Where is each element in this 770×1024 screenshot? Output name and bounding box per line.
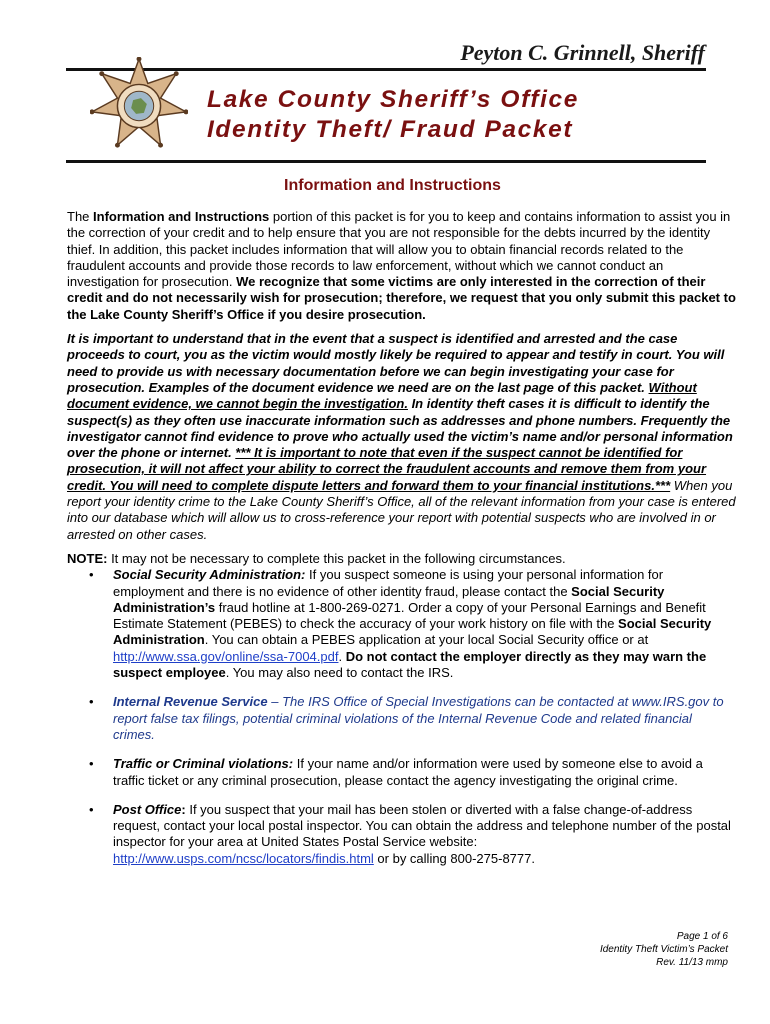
page-number: Page 1 of 6: [676, 931, 728, 942]
important-paragraph: [67, 331, 737, 543]
packet-name: Identity Theft/ Fraud Packet: [207, 116, 574, 143]
note-intro: [67, 551, 737, 567]
text: fraud hotline at 1-800-269-0271. Order a copy of your Personal Earnings and Benefit Estimate Statement (PEBES) to check the accuracy of your work history on file with the: [113, 599, 706, 632]
list-item-ssa: [67, 567, 737, 681]
item-title: Social Security Administration:: [113, 567, 306, 583]
text: It is important to understand that in the event that a suspect is identified and arrested and the case proceeds to court, you as the victim would mostly likely be required to appear and testify in court. You will need to provide us with necessary documentation before we can begin investigating your case for prosecution. Examples of the document evidence we need are on the last page of this packet.: [67, 331, 725, 395]
sheriff-name: Peyton C. Grinnell, Sheriff: [460, 40, 705, 65]
list-item-irs: [67, 694, 737, 743]
text: When you report your identity crime to the Lake County Sheriff’s Office, all of the relevant information from your case is entered into our database which will allow us to cross-reference your report with potential suspects who are involved in or arrested on other cases.: [67, 477, 736, 542]
list-item-post-office: [67, 802, 737, 867]
intro-paragraph: [67, 209, 737, 323]
bullet: •: [89, 801, 94, 817]
header-rule-bottom: [66, 160, 706, 163]
usps-link[interactable]: http://www.usps.com/ncsc/locators/findis.html: [113, 850, 374, 866]
note-text: It may not be necessary to complete this packet in the following circumstances.: [107, 550, 566, 566]
page-footer: [450, 930, 728, 969]
text: .: [338, 648, 346, 664]
sheriff-star-badge-icon: [90, 57, 188, 155]
text: – The IRS Office of Special Investigations can be contacted at www.IRS.gov to report false tax filings, potential criminal violations of the Internal Revenue Code and related financial crimes.: [113, 694, 724, 742]
text: If your name and/or information were used by someone else to avoid a traffic ticket or any criminal prosecution, please contact the agency investigating the original crime.: [113, 756, 703, 788]
bullet: •: [89, 567, 94, 583]
office-name: Lake County Sheriff’s Office: [207, 86, 580, 113]
text-bold: We recognize that some victims are only interested in the correction of their credit and do not necessarily wish for prosecution; therefore, we request that you only submit this packet to the Lake County Sheriff’s Office if you desire prosecution.: [67, 274, 736, 322]
text-bold: :: [181, 801, 186, 817]
text-underlined: Without document evidence, we cannot begin the investigation.: [67, 379, 697, 412]
text: The: [67, 209, 94, 224]
text-bold: Social Security Administration’s: [113, 583, 665, 615]
document-body: [67, 209, 737, 880]
text-bold: Do not contact the employer directly as they may warn the suspect employee: [113, 648, 707, 681]
bullet: •: [89, 756, 94, 772]
bullet: •: [89, 694, 94, 710]
item-title: Internal Revenue Service: [113, 694, 268, 710]
list-item-traffic: [67, 756, 737, 789]
footer-title: Identity Theft Victim’s Packet: [599, 944, 728, 955]
text: If you suspect that your mail has been stolen or diverted with a false change-of-address request, contact your local postal inspector. You can obtain the address and telephone number of the postal inspector for your area at United States Postal Service website:: [113, 801, 731, 850]
text: . You may also need to contact the IRS.: [225, 665, 454, 681]
text-underlined: *** It is important to note that even if the suspect cannot be identified for prosecution, it will not affect your ability to correct the fraudulent accounts and remove them from your credit. You will need to complete dispute letters and forward them to your financial institutions.***: [67, 445, 707, 493]
revision: Rev. 11/13 mmp: [656, 957, 728, 968]
text-bold: Social Security Administration: [113, 616, 712, 648]
text: . You can obtain a PEBES application at your local Social Security office or at: [204, 632, 649, 648]
text: If you suspect someone is using your personal information for employment and there is no evidence of other identity fraud, please contact the: [113, 567, 664, 599]
note-list: [67, 567, 737, 867]
text: or by calling 800-275-8777.: [373, 850, 535, 866]
office-title: [207, 85, 579, 145]
item-title: Post Office: [113, 801, 182, 817]
text-bold: Information and Instructions: [93, 209, 270, 224]
text: portion of this packet is for you to keep and contains information to assist you in the correction of your credit and to help ensure that you are not responsible for the debts incurred by the identity thief. In addition, this packet includes information that will allow you to obtain financial records related to the fraudulent accounts and provide those records to law enforcement, without which we cannot conduct an investigation for prosecution.: [67, 209, 731, 290]
note-label: NOTE:: [67, 550, 108, 566]
item-title: Traffic or Criminal violations:: [113, 756, 294, 772]
section-heading: Information and Instructions: [284, 177, 501, 194]
text: In identity theft cases it is difficult to identify the suspect(s) as they often use inaccurate information such as addresses and phone numbers. Frequently the investigator cannot find evidence to prove who actually used the victim’s name and/or personal information over the phone or internet.: [67, 396, 733, 461]
ssa-link[interactable]: http://www.ssa.gov/online/ssa-7004.pdf: [113, 648, 339, 664]
